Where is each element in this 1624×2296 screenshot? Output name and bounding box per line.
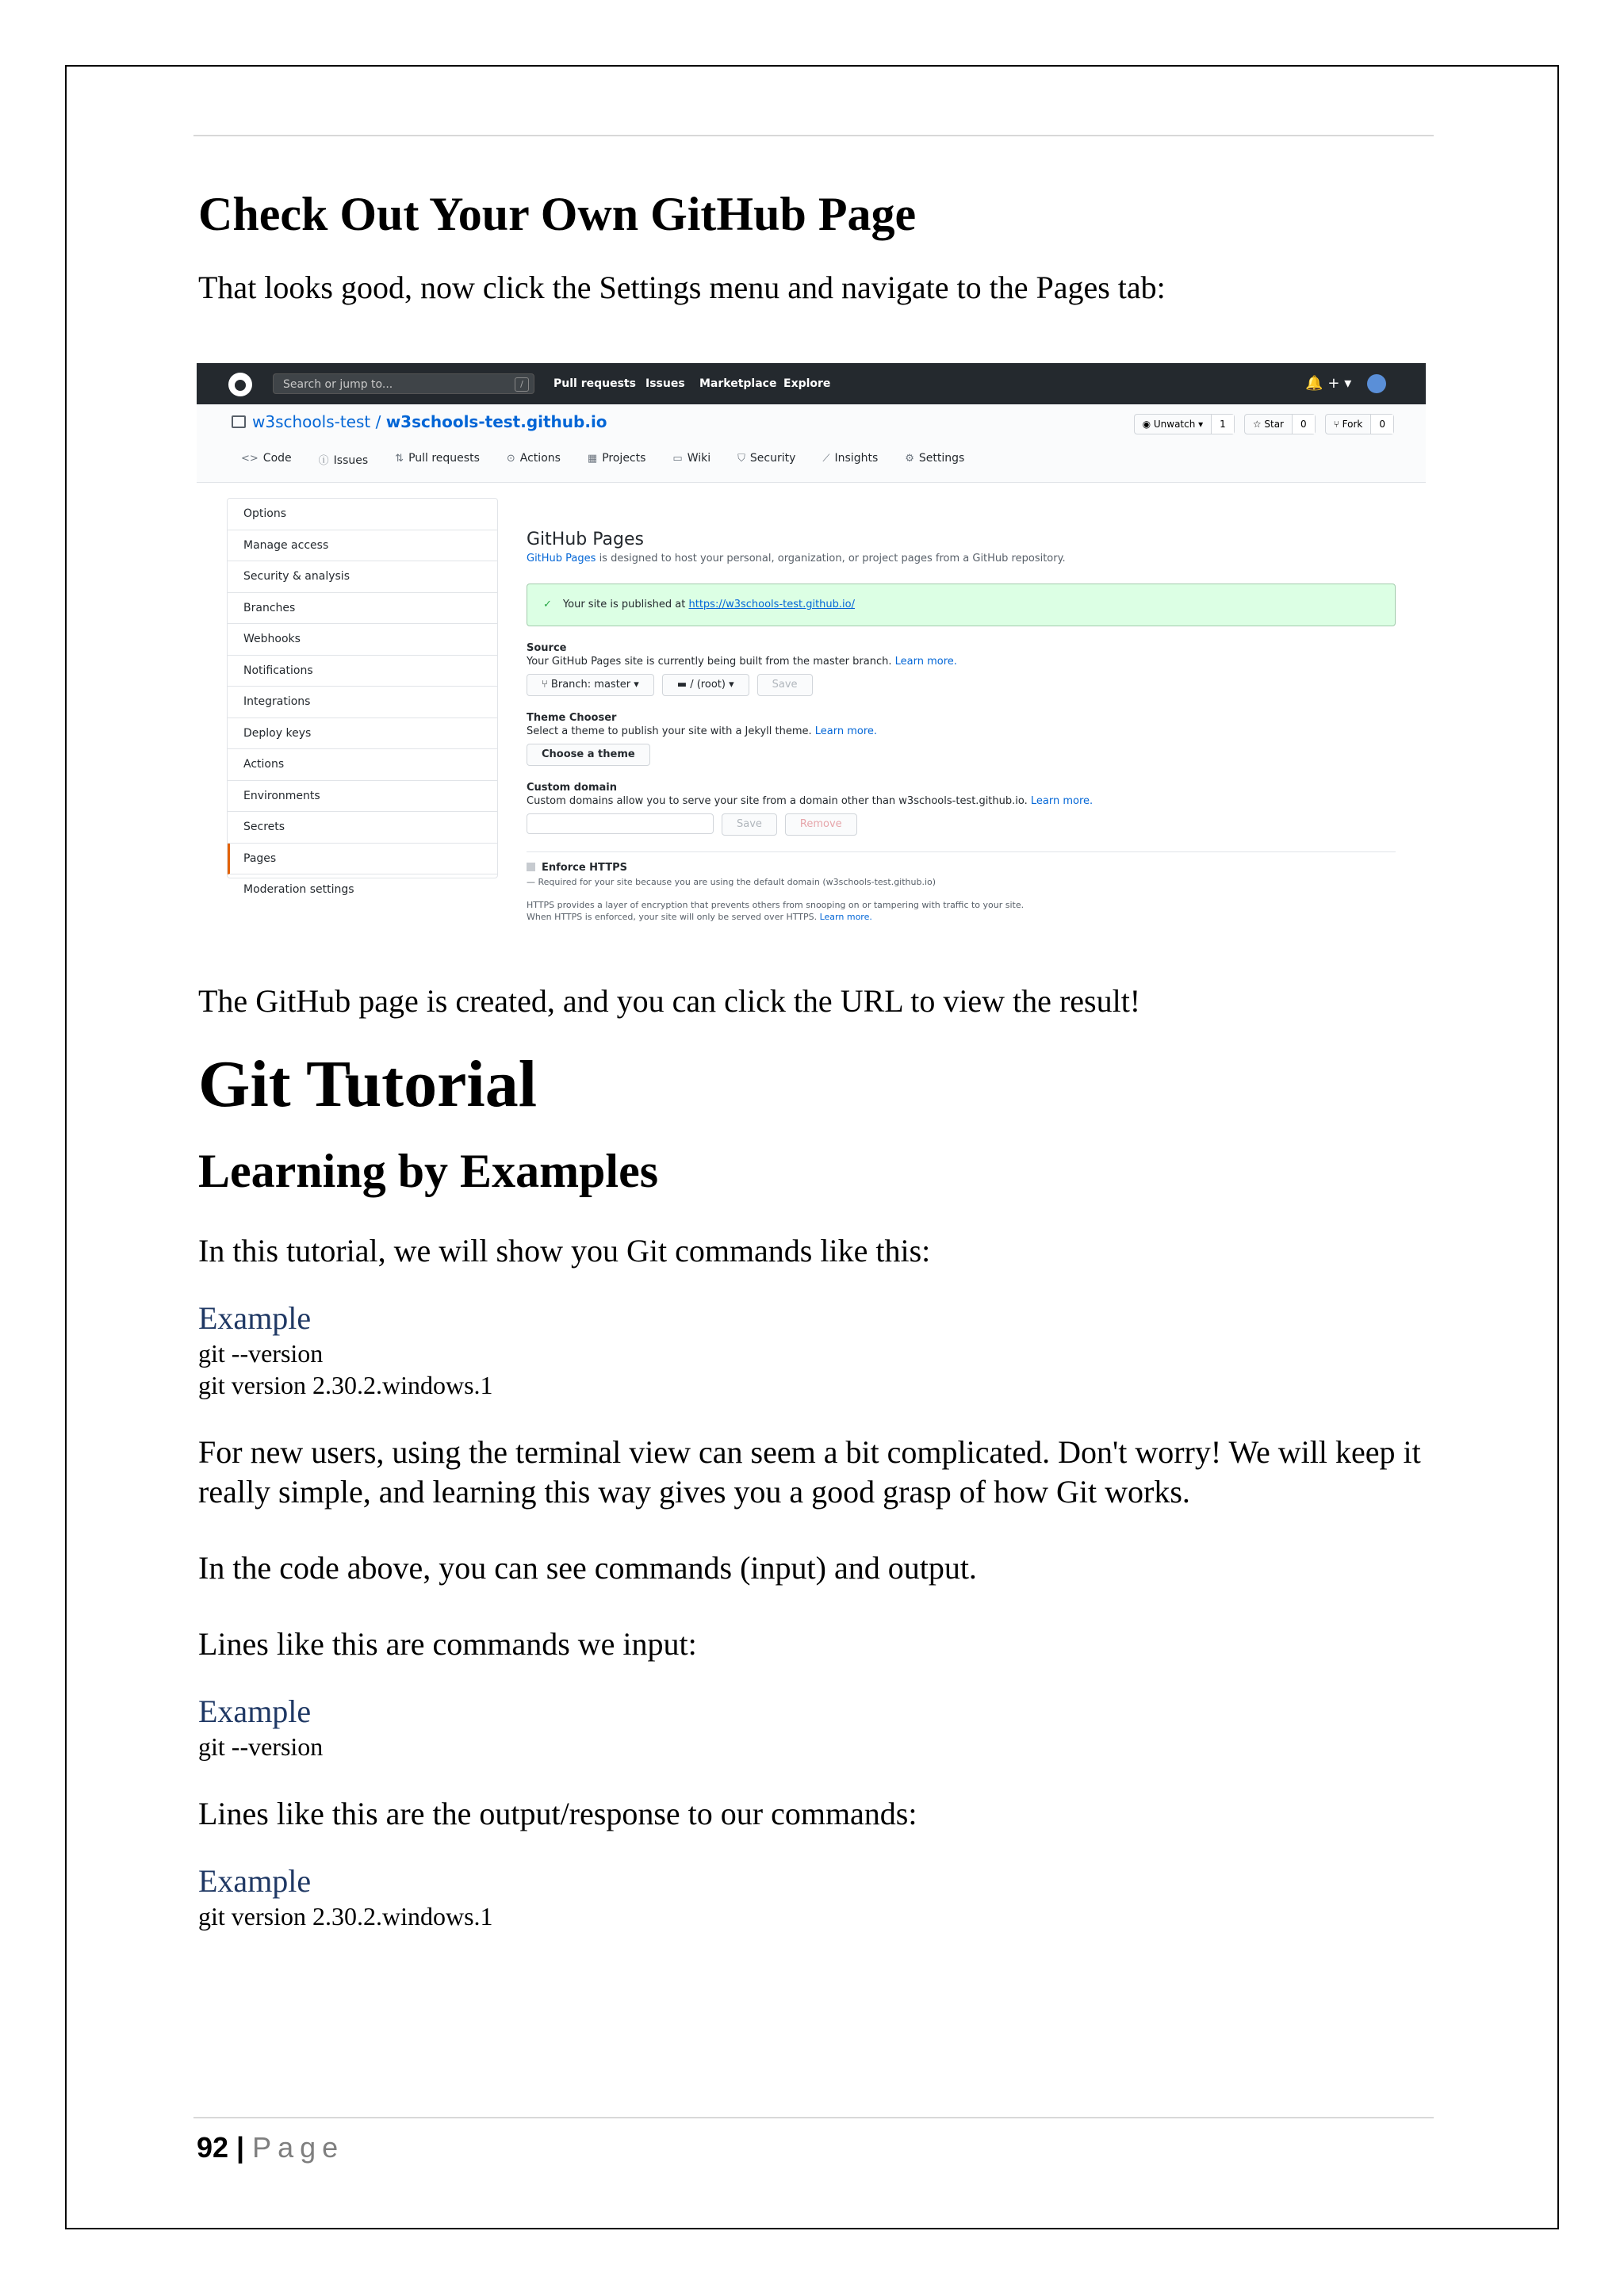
tab-label: Settings bbox=[918, 452, 965, 465]
page-footer bbox=[197, 2131, 344, 2164]
repo-tabs bbox=[241, 452, 964, 467]
slash-key-icon: / bbox=[515, 377, 529, 392]
tab-label: Security bbox=[749, 452, 796, 465]
footer-separator: | bbox=[228, 2131, 253, 2164]
choose-theme-button[interactable]: Choose a theme bbox=[527, 744, 650, 766]
sidebar-item-integrations[interactable]: Integrations bbox=[228, 687, 497, 718]
search-input[interactable] bbox=[273, 373, 534, 394]
page-content bbox=[198, 174, 1435, 308]
nav-explore[interactable]: Explore bbox=[783, 377, 831, 390]
divider bbox=[527, 851, 1396, 852]
save-domain-button[interactable]: Save bbox=[722, 813, 777, 836]
issue-icon: ⓘ bbox=[318, 455, 329, 467]
custom-domain-label: Custom domain bbox=[527, 782, 618, 794]
source-text: Your GitHub Pages site is currently being built from the master branch. bbox=[527, 656, 895, 668]
published-banner bbox=[527, 584, 1396, 626]
shield-icon: ⛉ bbox=[737, 453, 745, 465]
repo-name-link[interactable]: w3schools-test.github.io bbox=[385, 412, 607, 431]
code-line: git version 2.30.2.windows.1 bbox=[198, 1370, 493, 1399]
learn-more-link[interactable]: Learn more. bbox=[814, 725, 878, 737]
paragraph-intro-commands: In this tutorial, we will show you Git commands like this: bbox=[198, 1232, 931, 1269]
enforce-https-row bbox=[527, 862, 1396, 874]
repo-owner-link[interactable]: w3schools-test / bbox=[252, 412, 386, 431]
pages-title: GitHub Pages bbox=[527, 530, 644, 549]
watch-count: 1 bbox=[1211, 415, 1234, 434]
tab-label: Actions bbox=[519, 452, 561, 465]
tab-label: Insights bbox=[834, 452, 879, 465]
sidebar-item-environments[interactable]: Environments bbox=[228, 781, 497, 813]
graph-icon: ⟋ bbox=[822, 453, 830, 465]
custom-domain-input[interactable] bbox=[527, 813, 714, 834]
unwatch-button[interactable] bbox=[1134, 414, 1235, 434]
paragraph-code-above: In the code above, you can see commands (input) and output. bbox=[198, 1549, 977, 1586]
paragraph-new-users: For new users, using the terminal view can seem a bit complicated. Don't worry! We will keep it really simple, and learning this way gives you a good grasp of how Git works. bbox=[198, 1433, 1421, 1510]
published-url-link[interactable]: https://w3schools-test.github.io/ bbox=[688, 599, 855, 610]
repo-icon bbox=[232, 415, 246, 428]
https-required-note: — Required for your site because you are using the default domain (w3schools-test.github.io) bbox=[527, 877, 936, 887]
tab-label: Pull requests bbox=[408, 452, 480, 465]
header-rule bbox=[193, 135, 1434, 136]
sidebar-item-security-analysis[interactable]: Security & analysis bbox=[228, 561, 497, 593]
example-label: Example bbox=[198, 1693, 312, 1729]
learn-more-link[interactable]: Learn more. bbox=[894, 656, 957, 668]
projects-icon: ▦ bbox=[587, 453, 598, 465]
tab-projects[interactable] bbox=[588, 452, 646, 467]
sub-heading: Learning by Examples bbox=[198, 1144, 659, 1197]
page-title: Git Tutorial bbox=[198, 1047, 538, 1121]
tab-pull-requests[interactable] bbox=[395, 452, 480, 467]
settings-sidebar bbox=[227, 498, 498, 896]
sidebar-item-manage-access[interactable]: Manage access bbox=[228, 530, 497, 562]
remove-domain-button[interactable]: Remove bbox=[785, 813, 857, 836]
https-info-text: When HTTPS is enforced, your site will only be served over HTTPS. bbox=[527, 912, 820, 922]
theme-text: Select a theme to publish your site with a Jekyll theme. bbox=[527, 725, 815, 737]
code-icon: <> bbox=[241, 453, 259, 465]
sidebar-item-actions[interactable]: Actions bbox=[228, 749, 497, 781]
theme-chooser-label: Theme Chooser bbox=[527, 712, 617, 724]
gear-icon: ⚙ bbox=[905, 453, 914, 465]
tab-label: Wiki bbox=[687, 452, 711, 465]
repo-title bbox=[232, 412, 607, 431]
folder-select-button[interactable]: ▬ / (root) ▾ bbox=[662, 674, 749, 696]
tab-insights[interactable] bbox=[822, 452, 878, 467]
tab-label: Projects bbox=[602, 452, 646, 465]
tab-wiki[interactable] bbox=[672, 452, 710, 467]
paragraph-output: Lines like this are the output/response to our commands: bbox=[198, 1795, 917, 1831]
source-controls bbox=[527, 674, 1396, 696]
example-label: Example bbox=[198, 1862, 312, 1899]
pull-request-icon: ⇅ bbox=[395, 453, 404, 465]
learn-more-link[interactable]: Learn more. bbox=[1030, 795, 1094, 807]
repo-header bbox=[197, 404, 1426, 483]
paragraph-commands-input: Lines like this are commands we input: bbox=[198, 1625, 697, 1662]
save-button[interactable]: Save bbox=[757, 674, 813, 696]
nav-pull-requests[interactable]: Pull requests bbox=[553, 377, 636, 390]
enforce-https-checkbox[interactable] bbox=[527, 863, 535, 871]
theme-description bbox=[527, 725, 1396, 737]
footer-rule bbox=[193, 2117, 1434, 2118]
notifications-icon[interactable]: 🔔 + ▾ bbox=[1305, 375, 1352, 392]
tab-settings[interactable] bbox=[905, 452, 964, 467]
search-placeholder: Search or jump to... bbox=[283, 378, 393, 391]
header-actions bbox=[1305, 374, 1386, 393]
sidebar-item-secrets[interactable]: Secrets bbox=[228, 812, 497, 844]
custom-domain-controls bbox=[527, 813, 1396, 836]
sidebar-item-notifications[interactable]: Notifications bbox=[228, 656, 497, 687]
branch-select-button[interactable]: ⑂ Branch: master ▾ bbox=[527, 674, 654, 696]
github-header-bar bbox=[197, 363, 1426, 404]
unwatch-label: ◉ Unwatch ▾ bbox=[1142, 419, 1204, 430]
repo-action-buttons bbox=[1134, 414, 1394, 434]
pages-description-text: is designed to host your personal, organization, or project pages from a GitHub repository. bbox=[596, 553, 1066, 564]
https-info-line-1: HTTPS provides a layer of encryption that prevents others from snooping on or tampering with traffic to your site. bbox=[527, 900, 1025, 910]
pages-docs-link[interactable]: GitHub Pages bbox=[527, 553, 596, 564]
after-screenshot-paragraph: The GitHub page is created, and you can click the URL to view the result! bbox=[198, 983, 1141, 1019]
https-info-line-2 bbox=[527, 912, 1396, 922]
example-label: Example bbox=[198, 1299, 312, 1336]
code-line: git --version bbox=[198, 1338, 324, 1368]
enforce-https-label: Enforce HTTPS bbox=[542, 862, 627, 874]
intro-paragraph: That looks good, now click the Settings menu and navigate to the Pages tab: bbox=[198, 270, 1166, 305]
tab-code[interactable] bbox=[241, 452, 292, 467]
tutorial-content bbox=[198, 982, 1435, 1932]
learn-more-link[interactable]: Learn more. bbox=[819, 912, 872, 922]
tab-label: Code bbox=[262, 452, 292, 465]
nav-issues[interactable]: Issues bbox=[645, 377, 685, 390]
fork-button[interactable] bbox=[1325, 414, 1394, 434]
star-button[interactable] bbox=[1244, 414, 1316, 434]
sidebar-item-branches[interactable]: Branches bbox=[228, 593, 497, 625]
section-heading: Check Out Your Own GitHub Page bbox=[198, 188, 917, 240]
sidebar-item-webhooks[interactable]: Webhooks bbox=[228, 624, 497, 656]
avatar[interactable] bbox=[1367, 374, 1386, 393]
tab-actions[interactable] bbox=[507, 452, 561, 467]
github-logo-icon[interactable] bbox=[228, 373, 252, 396]
published-text: Your site is published at bbox=[562, 599, 689, 610]
code-line: git version 2.30.2.windows.1 bbox=[198, 1901, 493, 1931]
nav-marketplace[interactable]: Marketplace bbox=[699, 377, 777, 390]
tab-security[interactable] bbox=[737, 452, 795, 467]
sidebar-item-deploy-keys[interactable]: Deploy keys bbox=[228, 718, 497, 750]
page-number: 92 bbox=[197, 2131, 229, 2164]
check-icon: ✓ bbox=[543, 599, 552, 610]
theme-controls bbox=[527, 744, 1396, 766]
wiki-icon: ▭ bbox=[672, 453, 683, 465]
custom-domain-text: Custom domains allow you to serve your site from a domain other than w3schools-test.github.io. bbox=[527, 795, 1031, 807]
pages-settings-panel bbox=[527, 530, 1396, 922]
sidebar-item-pages[interactable]: Pages bbox=[228, 844, 497, 875]
source-description bbox=[527, 656, 1396, 668]
fork-count: 0 bbox=[1370, 415, 1393, 434]
sidebar-item-options[interactable]: Options bbox=[228, 499, 497, 530]
page-word: Page bbox=[252, 2131, 345, 2164]
source-label: Source bbox=[527, 642, 567, 654]
custom-domain-description bbox=[527, 795, 1396, 807]
github-settings-screenshot bbox=[197, 363, 1426, 942]
tab-issues[interactable] bbox=[319, 452, 369, 467]
code-line: git --version bbox=[198, 1732, 324, 1761]
pages-description bbox=[527, 553, 1396, 564]
sidebar-item-moderation-settings[interactable]: Moderation settings bbox=[243, 883, 354, 896]
tab-label: Issues bbox=[333, 454, 369, 467]
star-count: 0 bbox=[1292, 415, 1315, 434]
actions-icon: ⊙ bbox=[506, 453, 515, 465]
fork-label: ⑂ Fork bbox=[1333, 419, 1363, 430]
star-label: ☆ Star bbox=[1252, 419, 1284, 430]
